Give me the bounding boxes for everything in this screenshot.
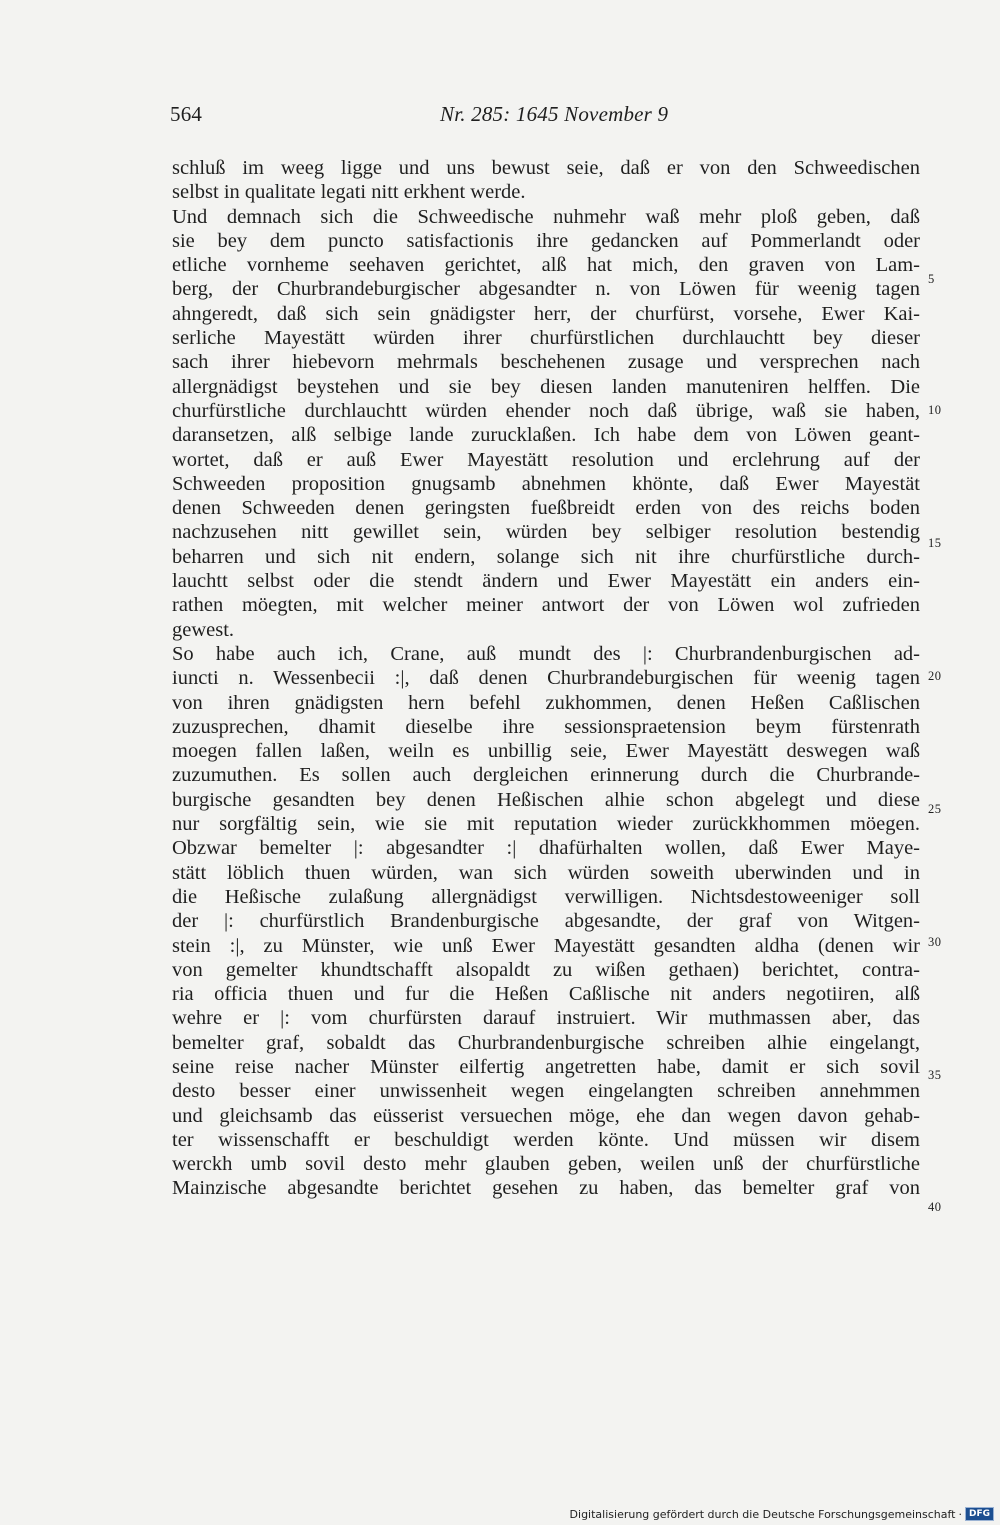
text-line: Mainzische abgesandte berichtet gesehen zu haben, das bemelter graf von — [172, 1177, 920, 1200]
funding-notice: Digitalisierung gefördert durch die Deutsche Forschungsgemeinschaft — [569, 1507, 956, 1521]
text-line: selbst in qualitate legati nitt erkhent werde. — [172, 181, 526, 204]
text-line: moegen fallen laßen, weiln es unbillig seie, Ewer Mayestätt deswegen waß — [172, 740, 920, 763]
text-line: wehre er |: vom churfürsten darauf instruiert. Wir muthmassen aber, das — [172, 1007, 920, 1030]
text-line: ria officia thuen und fur die Heßen Caßlische nit anders negotiiren, alß — [172, 983, 920, 1006]
text-line: sach ihrer hiebevorn mehrmals beschehenen zusage und versprechen nach — [172, 351, 920, 374]
line-number: 15 — [928, 536, 942, 550]
line-number: 5 — [928, 272, 935, 286]
text-line: denen Schweeden denen geringsten fueßbreidt erden von des reichs boden — [172, 497, 920, 520]
text-line: beharren und sich nit endern, solange sich nit ihre churfürstliche durch- — [172, 545, 920, 568]
dfg-logo: DFG — [965, 1507, 994, 1521]
line-number: 20 — [928, 669, 942, 683]
text-line: die Heßische zulaßung allergnädigst verwilligen. Nichtsdestoweeniger soll — [172, 885, 920, 908]
line-number: 40 — [928, 1200, 942, 1214]
text-line: berg, der Churbrandeburgischer abgesandter n. von Löwen für weenig tagen — [172, 278, 920, 301]
text-line: allergnädigst beystehen und sie bey diesen landen manuteniren helffen. Die — [172, 375, 920, 398]
text-line: nachzusehen nitt gewillet sein, würden bey selbiger resolution bestendig — [172, 521, 920, 544]
text-line: churfürstliche durchlauchtt würden ehender noch daß übrige, waß sie haben, — [172, 399, 920, 422]
text-line: rathen möegten, mit welcher meiner antwort der von Löwen wol zufrieden — [172, 594, 920, 617]
footer — [570, 1507, 994, 1521]
text-line: iuncti n. Wessenbecii :|, daß denen Churbrandeburgischen für weenig tagen — [172, 667, 920, 690]
text-line: zuzumuthen. Es sollen auch dergleichen erinnerung durch die Churbrande- — [172, 764, 920, 787]
text-line: ahngeredt, daß sich sein gnädigster herr, der churfürst, vorsehe, Ewer Kai- — [172, 302, 920, 325]
text-line: serliche Mayestätt würden ihrer churfürstlichen durchlauchtt bey dieser — [172, 327, 920, 350]
text-line: daransetzen, alß selbige lande zurucklaßen. Ich habe dem von Löwen geant- — [172, 424, 920, 447]
text-line: stein :|, zu Münster, wie unß Ewer Mayestätt gesandten aldha (denen wir — [172, 934, 920, 957]
body-text — [172, 156, 920, 1201]
text-line: gewest. — [172, 618, 235, 641]
text-line: und gleichsamb das eüsserist versuechen möge, ehe dan wegen davon gehab- — [172, 1104, 920, 1127]
text-line: burgische gesandten bey denen Heßischen alhie schon abgelegt und diese — [172, 788, 920, 811]
text-line: zuzusprechen, dhamit dieselbe ihre sessionspraetension beym fürstenrath — [172, 715, 920, 738]
running-head: Nr. 285: 1645 November 9 — [440, 102, 669, 126]
line-number: 25 — [928, 802, 942, 816]
text-line: etliche vornheme seehaven gerichtet, alß hat mich, den graven von Lam- — [172, 254, 920, 277]
text-line: von ihren gnädigsten hern befehl zukhommen, denen Heßen Caßlischen — [172, 691, 920, 714]
text-line: nur sorgfältig sein, wie sie mit reputation wieder zurückkhommen möegen. — [172, 813, 920, 836]
text-line: Schweeden proposition gnugsamb abnehmen khönte, daß Ewer Mayestät — [172, 472, 920, 495]
text-line: von gemelter khundtschafft alsopaldt zu wißen gethaen) berichtet, contra- — [172, 958, 920, 981]
line-number: 35 — [928, 1068, 942, 1082]
line-number: 30 — [928, 935, 942, 949]
text-line: werckh umb sovil desto mehr glauben geben, weilen unß der churfürstliche — [172, 1153, 920, 1176]
text-line: der |: churfürstlich Brandenburgische abgesandte, der graf von Witgen- — [172, 910, 920, 933]
text-line: Und demnach sich die Schweedische nuhmehr waß mehr ploß geben, daß — [172, 205, 920, 228]
text-line: sie bey dem puncto satisfactionis ihre gedancken auf Pommerlandt oder — [172, 229, 920, 252]
text-line: So habe auch ich, Crane, auß mundt des |: Churbrandenburgischen ad- — [172, 642, 920, 665]
text-line: stätt löblich thuen würden, wan sich würden soweith uberwinden und in — [172, 861, 920, 884]
text-line: lauchtt selbst oder die stendt ändern und Ewer Mayestätt ein anders ein- — [172, 570, 920, 593]
text-line: Obzwar bemelter |: abgesandter :| dhafürhalten wollen, daß Ewer Maye- — [172, 837, 920, 860]
text-line: schluß im weeg ligge und uns bewust seie, daß er von den Schweedischen — [172, 157, 920, 179]
text-line: ter wissenschafft er beschuldigt werden könte. Und müssen wir disem — [172, 1128, 920, 1151]
text-line: bemelter graf, sobaldt das Churbrandenburgische schreiben alhie eingelangt, — [172, 1031, 920, 1054]
page-number: 564 — [170, 102, 203, 126]
separator-dot: · — [958, 1507, 962, 1521]
text-line: desto besser einer unwissenheit wegen eingelangten schreiben annehmmen — [172, 1080, 920, 1103]
text-line: seine reise nacher Münster eilfertig angetretten habe, damit er sich sovil — [172, 1055, 920, 1078]
text-line: wortet, daß er auß Ewer Mayestätt resolution und erclehrung auf der — [172, 448, 920, 471]
line-number: 10 — [928, 403, 942, 417]
